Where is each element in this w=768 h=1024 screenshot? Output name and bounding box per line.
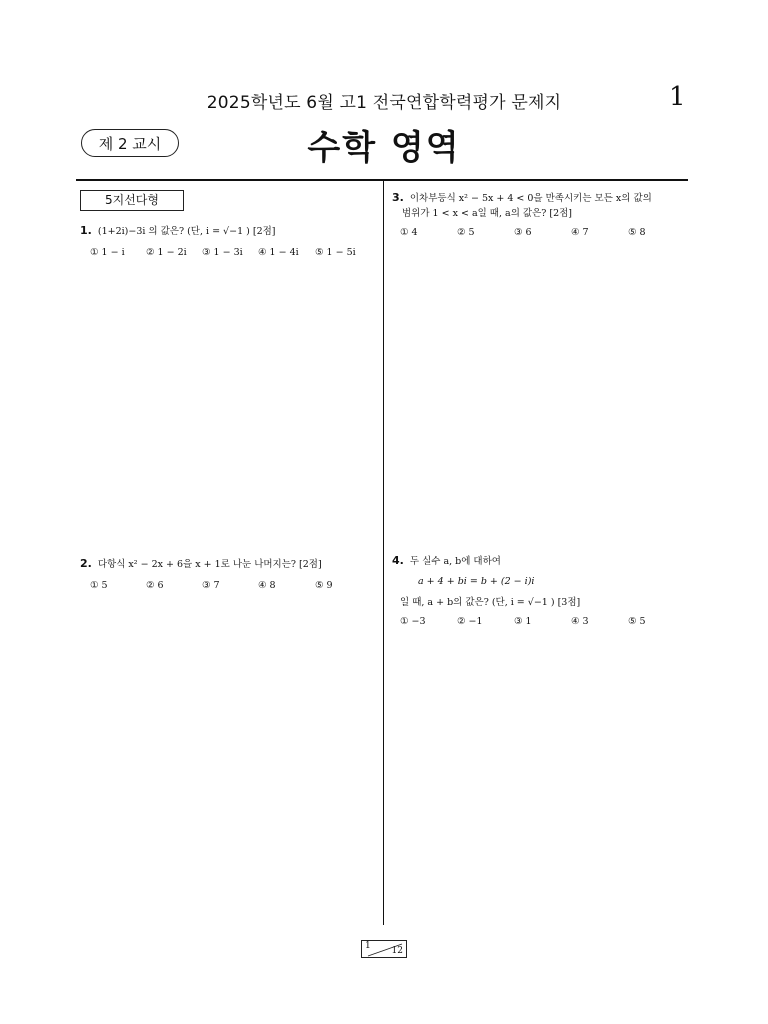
choice-3[interactable]: ③ 6 (514, 227, 532, 238)
choice-5[interactable]: ⑤ 1 − 5i (315, 247, 356, 258)
choice-3[interactable]: ③ 1 − 3i (202, 247, 243, 258)
page-number: 1 (669, 82, 686, 112)
choices-1 (90, 247, 370, 261)
header-divider (76, 179, 688, 181)
choice-4[interactable]: ④ 1 − 4i (258, 247, 299, 258)
question-text: 이차부등식 x² − 5x + 4 < 0을 만족시키는 모든 x의 값의 (409, 193, 652, 204)
question-3 (392, 190, 652, 207)
session-badge: 제 2 교시 (81, 129, 179, 157)
choice-1[interactable]: ① 5 (90, 580, 108, 591)
question-text: 두 실수 a, b에 대하여 (409, 556, 501, 567)
choice-1[interactable]: ① 1 − i (90, 247, 125, 258)
question-number: 3. (392, 191, 404, 204)
choice-4[interactable]: ④ 7 (571, 227, 589, 238)
question-2 (80, 556, 322, 573)
question-4-equation: a + 4 + bi = b + (2 − i)i (418, 576, 535, 587)
choice-2[interactable]: ② 5 (457, 227, 475, 238)
choices-4 (400, 616, 680, 630)
choice-2[interactable]: ② 1 − 2i (146, 247, 187, 258)
choice-2[interactable]: ② 6 (146, 580, 164, 591)
choice-1[interactable]: ① −3 (400, 616, 426, 627)
choice-5[interactable]: ⑤ 9 (315, 580, 333, 591)
question-number: 4. (392, 554, 404, 567)
choice-1[interactable]: ① 4 (400, 227, 418, 238)
question-type-label: 5지선다형 (80, 190, 184, 211)
subject-title: 수학 영역 (307, 128, 461, 168)
question-text: 다항식 x² − 2x + 6을 x + 1로 나눈 나머지는? [2점] (97, 559, 322, 570)
question-4 (392, 553, 501, 570)
exam-header-line: 2025학년도 6월 고1 전국연합학력평가 문제지 (206, 93, 562, 113)
choice-3[interactable]: ③ 7 (202, 580, 220, 591)
page-indicator-total: 12 (391, 946, 403, 956)
choice-5[interactable]: ⑤ 8 (628, 227, 646, 238)
page-indicator (361, 940, 407, 958)
question-text: 일 때, a + b의 값은? (단, i = √−1 ) [3점] (400, 597, 581, 608)
question-4-line-3 (400, 595, 580, 611)
column-divider (383, 181, 384, 925)
choices-3 (400, 227, 680, 241)
page-indicator-current: 1 (365, 941, 371, 951)
question-3-line-2 (402, 206, 572, 222)
question-1 (80, 223, 276, 240)
question-text: (1+2i)−3i 의 값은? (단, i = √−1 ) [2점] (97, 226, 276, 237)
question-number: 1. (80, 224, 92, 237)
choice-2[interactable]: ② −1 (457, 616, 483, 627)
choices-2 (90, 580, 370, 594)
question-number: 2. (80, 557, 92, 570)
choice-4[interactable]: ④ 8 (258, 580, 276, 591)
choice-3[interactable]: ③ 1 (514, 616, 532, 627)
question-text: 범위가 1 < x < a일 때, a의 값은? [2점] (402, 208, 572, 219)
choice-5[interactable]: ⑤ 5 (628, 616, 646, 627)
choice-4[interactable]: ④ 3 (571, 616, 589, 627)
